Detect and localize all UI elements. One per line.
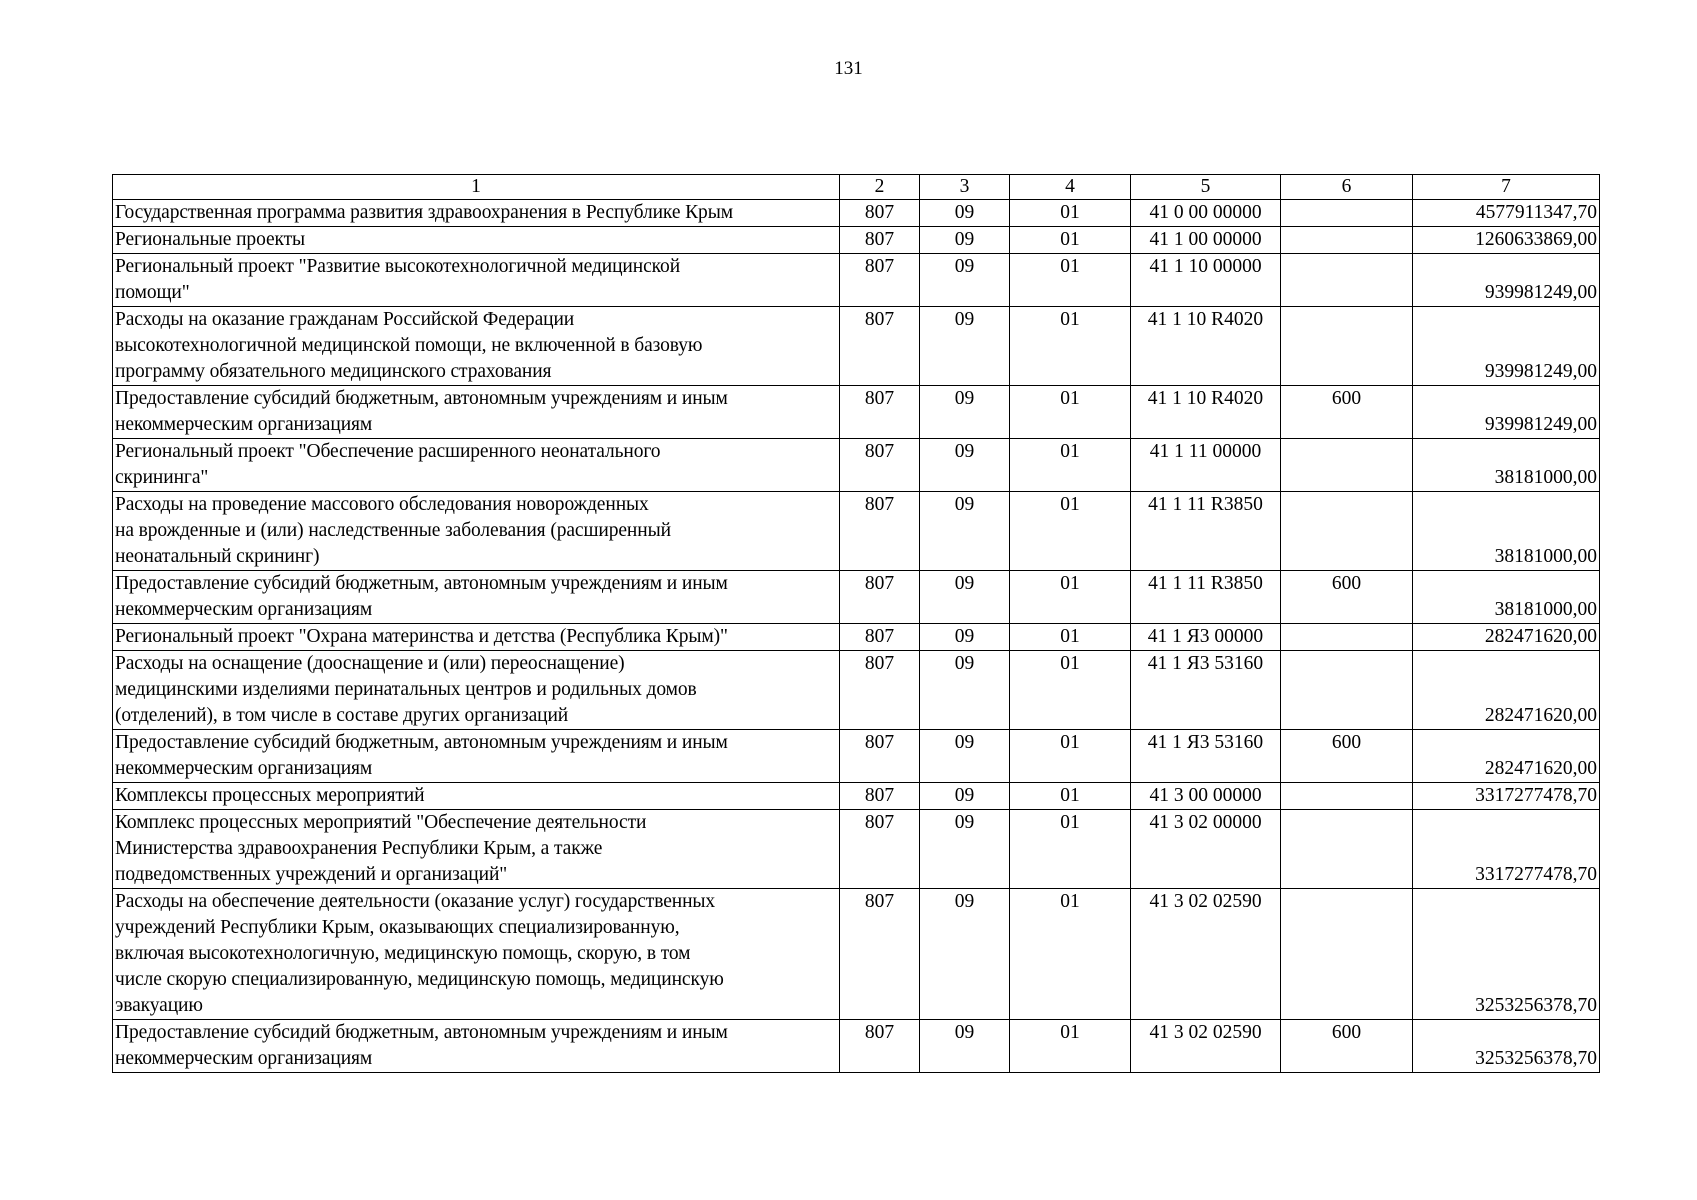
- row-sum-cell: 38181000,00: [1413, 492, 1600, 571]
- row-name-cell: Комплексы процессных мероприятий: [113, 783, 840, 810]
- row-expense-type-cell: [1281, 200, 1413, 227]
- row-section-cell: 09: [920, 1020, 1010, 1073]
- row-code-cell: 807: [840, 227, 920, 254]
- row-section-cell: 09: [920, 571, 1010, 624]
- row-subsection-cell: 01: [1010, 200, 1131, 227]
- row-target-cell: 41 0 00 00000: [1131, 200, 1281, 227]
- table-row: [113, 200, 1600, 227]
- row-name-cell: Предоставление субсидий бюджетным, автономным учреждениям и иным некоммерческим организациям: [113, 386, 840, 439]
- row-code-cell: 807: [840, 1020, 920, 1073]
- row-section-cell: 09: [920, 624, 1010, 651]
- row-expense-type-cell: [1281, 492, 1413, 571]
- row-subsection-cell: 01: [1010, 492, 1131, 571]
- row-sum-cell: 38181000,00: [1413, 439, 1600, 492]
- row-name-cell: Расходы на обеспечение деятельности (оказание услуг) государственных учреждений Республики Крым, оказывающих специализированную, включая высокотехнологичную, медицинскую помощь, скорую, в том числе скорую специализированную, медицинскую помощь, медицинскую эвакуацию: [113, 889, 840, 1020]
- row-section-cell: 09: [920, 810, 1010, 889]
- row-expense-type-cell: [1281, 307, 1413, 386]
- row-section-cell: 09: [920, 889, 1010, 1020]
- page-number: 131: [834, 58, 863, 79]
- row-sum-cell: 939981249,00: [1413, 307, 1600, 386]
- row-name-cell: Государственная программа развития здравоохранения в Республике Крым: [113, 200, 840, 227]
- row-subsection-cell: 01: [1010, 1020, 1131, 1073]
- row-target-cell: 41 1 11 R3850: [1131, 571, 1281, 624]
- row-target-cell: 41 1 10 R4020: [1131, 386, 1281, 439]
- row-name-cell: Расходы на оснащение (дооснащение и (или) переоснащение) медицинскими изделиями перинатальных центров и родильных домов (отделений), в том числе в составе других организаций: [113, 651, 840, 730]
- row-sum-cell: 4577911347,70: [1413, 200, 1600, 227]
- row-target-cell: 41 1 11 00000: [1131, 439, 1281, 492]
- row-sum-cell: 38181000,00: [1413, 571, 1600, 624]
- row-section-cell: 09: [920, 492, 1010, 571]
- row-expense-type-cell: 600: [1281, 571, 1413, 624]
- row-expense-type-cell: 600: [1281, 386, 1413, 439]
- row-target-cell: 41 3 00 00000: [1131, 783, 1281, 810]
- row-subsection-cell: 01: [1010, 307, 1131, 386]
- column-header: 6: [1281, 175, 1413, 200]
- row-target-cell: 41 3 02 02590: [1131, 1020, 1281, 1073]
- table-row: [113, 254, 1600, 307]
- table-row: [113, 307, 1600, 386]
- row-sum-cell: 3253256378,70: [1413, 889, 1600, 1020]
- row-expense-type-cell: 600: [1281, 730, 1413, 783]
- row-expense-type-cell: [1281, 254, 1413, 307]
- row-code-cell: 807: [840, 730, 920, 783]
- row-subsection-cell: 01: [1010, 651, 1131, 730]
- row-name-cell: Расходы на проведение массового обследования новорожденных на врожденные и (или) наследственные заболевания (расширенный неонатальный скрининг): [113, 492, 840, 571]
- row-name-cell: Расходы на оказание гражданам Российской Федерации высокотехнологичной медицинской помощи, не включенной в базовую программу обязательного медицинского страхования: [113, 307, 840, 386]
- row-target-cell: 41 3 02 00000: [1131, 810, 1281, 889]
- row-section-cell: 09: [920, 386, 1010, 439]
- row-sum-cell: 939981249,00: [1413, 386, 1600, 439]
- row-code-cell: 807: [840, 624, 920, 651]
- row-name-cell: Региональные проекты: [113, 227, 840, 254]
- row-sum-cell: 3317277478,70: [1413, 810, 1600, 889]
- row-section-cell: 09: [920, 730, 1010, 783]
- row-section-cell: 09: [920, 200, 1010, 227]
- row-name-cell: Предоставление субсидий бюджетным, автономным учреждениям и иным некоммерческим организациям: [113, 730, 840, 783]
- row-code-cell: 807: [840, 810, 920, 889]
- table-row: [113, 571, 1600, 624]
- row-expense-type-cell: [1281, 439, 1413, 492]
- row-sum-cell: 282471620,00: [1413, 730, 1600, 783]
- row-subsection-cell: 01: [1010, 730, 1131, 783]
- row-code-cell: 807: [840, 571, 920, 624]
- row-name-cell: Комплекс процессных мероприятий "Обеспечение деятельности Министерства здравоохранения Республики Крым, а также подведомственных учреждений и организаций": [113, 810, 840, 889]
- budget-table: [112, 174, 1600, 1073]
- row-code-cell: 807: [840, 439, 920, 492]
- table-row: [113, 651, 1600, 730]
- table-body: [113, 175, 1600, 1073]
- row-name-cell: Предоставление субсидий бюджетным, автономным учреждениям и иным некоммерческим организациям: [113, 1020, 840, 1073]
- row-target-cell: 41 1 11 R3850: [1131, 492, 1281, 571]
- column-header: 4: [1010, 175, 1131, 200]
- row-target-cell: 41 1 Я3 00000: [1131, 624, 1281, 651]
- column-header: 2: [840, 175, 920, 200]
- row-code-cell: 807: [840, 307, 920, 386]
- row-expense-type-cell: [1281, 624, 1413, 651]
- row-expense-type-cell: [1281, 227, 1413, 254]
- row-code-cell: 807: [840, 651, 920, 730]
- row-target-cell: 41 1 Я3 53160: [1131, 651, 1281, 730]
- row-sum-cell: 3253256378,70: [1413, 1020, 1600, 1073]
- row-name-cell: Региональный проект "Развитие высокотехнологичной медицинской помощи": [113, 254, 840, 307]
- row-subsection-cell: 01: [1010, 227, 1131, 254]
- row-section-cell: 09: [920, 783, 1010, 810]
- row-section-cell: 09: [920, 254, 1010, 307]
- row-subsection-cell: 01: [1010, 571, 1131, 624]
- row-expense-type-cell: [1281, 810, 1413, 889]
- row-code-cell: 807: [840, 783, 920, 810]
- row-expense-type-cell: [1281, 651, 1413, 730]
- row-subsection-cell: 01: [1010, 783, 1131, 810]
- row-name-cell: Региональный проект "Обеспечение расширенного неонатального скрининга": [113, 439, 840, 492]
- column-header: 3: [920, 175, 1010, 200]
- row-name-cell: Региональный проект "Охрана материнства и детства (Республика Крым)": [113, 624, 840, 651]
- row-target-cell: 41 1 00 00000: [1131, 227, 1281, 254]
- row-subsection-cell: 01: [1010, 810, 1131, 889]
- row-code-cell: 807: [840, 889, 920, 1020]
- table-row: [113, 386, 1600, 439]
- table-row: [113, 889, 1600, 1020]
- row-section-cell: 09: [920, 651, 1010, 730]
- row-section-cell: 09: [920, 439, 1010, 492]
- row-sum-cell: 939981249,00: [1413, 254, 1600, 307]
- table-row: [113, 810, 1600, 889]
- table-row: [113, 227, 1600, 254]
- column-header: 1: [113, 175, 840, 200]
- table-row: [113, 730, 1600, 783]
- row-sum-cell: 3317277478,70: [1413, 783, 1600, 810]
- row-sum-cell: 282471620,00: [1413, 624, 1600, 651]
- row-expense-type-cell: [1281, 783, 1413, 810]
- row-code-cell: 807: [840, 492, 920, 571]
- row-section-cell: 09: [920, 227, 1010, 254]
- table-header-row: [113, 175, 1600, 200]
- row-subsection-cell: 01: [1010, 624, 1131, 651]
- row-expense-type-cell: 600: [1281, 1020, 1413, 1073]
- row-target-cell: 41 3 02 02590: [1131, 889, 1281, 1020]
- row-sum-cell: 1260633869,00: [1413, 227, 1600, 254]
- row-target-cell: 41 1 10 00000: [1131, 254, 1281, 307]
- row-target-cell: 41 1 Я3 53160: [1131, 730, 1281, 783]
- row-section-cell: 09: [920, 307, 1010, 386]
- row-subsection-cell: 01: [1010, 439, 1131, 492]
- row-code-cell: 807: [840, 254, 920, 307]
- table-row: [113, 1020, 1600, 1073]
- column-header: 5: [1131, 175, 1281, 200]
- row-target-cell: 41 1 10 R4020: [1131, 307, 1281, 386]
- row-subsection-cell: 01: [1010, 254, 1131, 307]
- row-subsection-cell: 01: [1010, 386, 1131, 439]
- row-name-cell: Предоставление субсидий бюджетным, автономным учреждениям и иным некоммерческим организациям: [113, 571, 840, 624]
- row-expense-type-cell: [1281, 889, 1413, 1020]
- row-sum-cell: 282471620,00: [1413, 651, 1600, 730]
- table-row: [113, 439, 1600, 492]
- table-row: [113, 492, 1600, 571]
- row-subsection-cell: 01: [1010, 889, 1131, 1020]
- row-code-cell: 807: [840, 200, 920, 227]
- table-row: [113, 783, 1600, 810]
- row-code-cell: 807: [840, 386, 920, 439]
- table-row: [113, 624, 1600, 651]
- column-header: 7: [1413, 175, 1600, 200]
